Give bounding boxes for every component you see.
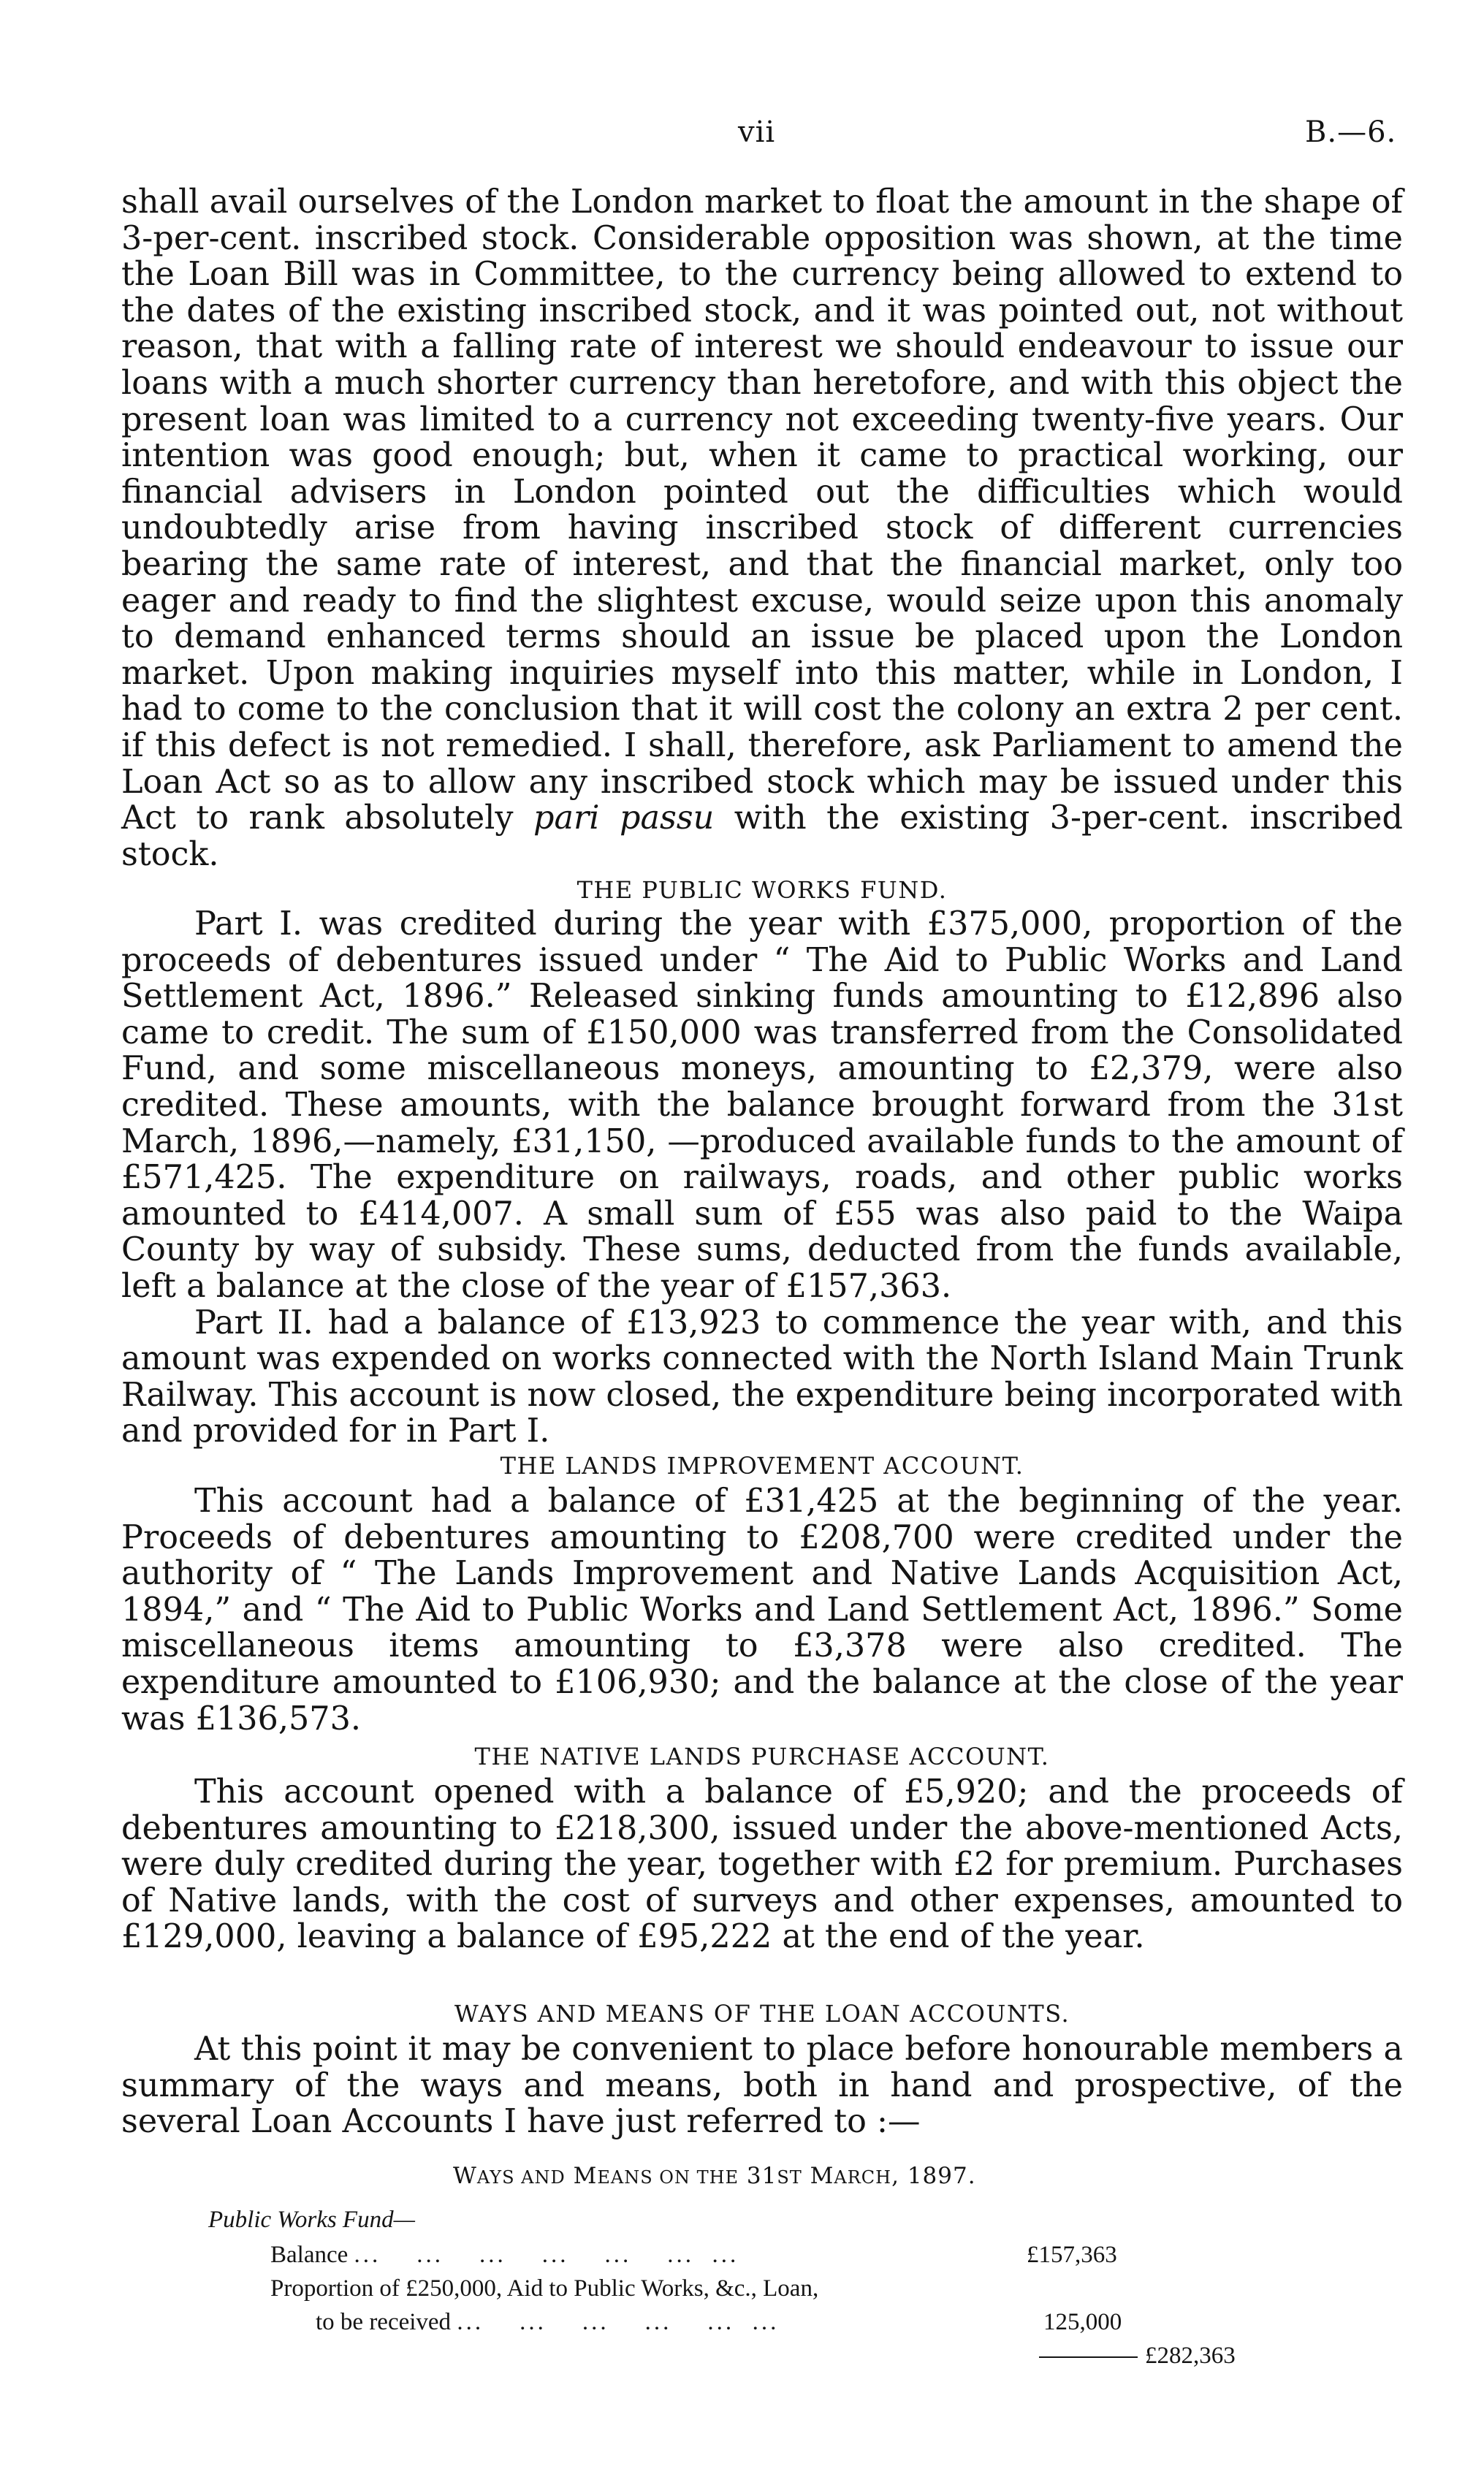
section-ways-means bbox=[121, 1999, 1403, 2028]
intro-block bbox=[121, 184, 1403, 872]
lands-improvement-para: This account had a balance of £31,425 at the beginning of the year. Proceeds of debentures amounting to £208,700 were credited under the authority of “ The Lands Improvement and Native Lands Acquisition Act, 1894,” and “ The Aid to Public Works and Land Settlement Act, 1896.” Some miscellaneous items amounting to £3,378 were also credited. The expenditure amounted to £106,930; and the balance at the close of the year was £136,573. bbox=[121, 1483, 1403, 1738]
ways-means-para: At this point it may be convenient to place before honourable members a summary of the ways and means, both in hand and prospective, of the several Loan Accounts I have just referred to :— bbox=[121, 2031, 1403, 2141]
table-row-amount: 125,000 bbox=[1043, 2309, 1122, 2335]
table-title: WAYS AND MEANS ON THE 31ST MARCH, 1897. bbox=[453, 2163, 976, 2189]
table-row-label: to be received ... ... ... ... ... ... bbox=[316, 2309, 780, 2335]
lands-improvement-body bbox=[121, 1483, 1403, 1737]
intro-text-a: shall avail ourselves of the London market to float the amount in the shape of 3-per-cent. inscribed stock. Considerable opposition was shown, at the time the Loan Bill was in Committee, to the currency being allowed to extend to the dates of the existing inscribed stock, and it was pointed out, not without reason, that with a falling rate of interest we should endeavour to issue our loans with a much shorter currency than heretofore, and with this object the present loan was limited to a currency not exceeding twenty-five years. Our intention was good enough; but, when it came to practical working, our financial advisers in London pointed out the difficulties which would undoubtedly arise from having inscribed stock of different currencies bearing the same rate of interest, and that the financial market, only too eager and ready to find the slightest excuse, would seize upon this anomaly to demand enhanced terms should an issue be placed upon the London market. Upon making inquiries myself into this matter, while in London, I had to come to the conclusion that it will cost the colony an extra 2 per cent. if this defect is not remedied. I shall, therefore, ask Parliament to amend the Loan Act so as to allow any inscribed stock which may be issued under this Act to rank absolutely bbox=[121, 183, 1403, 837]
table-row-label: Proportion of £250,000, Aid to Public Works, &c., Loan, bbox=[270, 2275, 819, 2302]
table-total: £282,363 bbox=[1039, 2343, 1236, 2370]
section-lands-improvement bbox=[121, 1451, 1403, 1480]
native-lands-heading: THE NATIVE LANDS PURCHASE ACCOUNT. bbox=[474, 1743, 1050, 1770]
public-works-para-1: Part I. was credited during the year with £375,000, proportion of the proceeds of debentures issued under “ The Aid to Public Works and Land Settlement Act, 1896.” Released sinking funds amounting to £12,896 also came to credit. The sum of £150,000 was transferred from the Consolidated Fund, and some miscellaneous moneys, amounting to £2,379, were also credited. These amounts, with the balance brought forward from the 31st March, 1896,—namely, £31,150, —produced available funds to the amount of £571,425. The expenditure on railways, roads, and other public works amounted to £414,007. A small sum of £55 was also paid to the Waipa County by way of subsidy. These sums, deducted from the funds available, left a balance at the close of the year of £157,363. bbox=[121, 905, 1403, 1305]
ways-means-body bbox=[121, 2031, 1403, 2140]
section-public-works bbox=[121, 875, 1403, 905]
page-number: vii bbox=[738, 115, 776, 149]
fund-heading: Public Works Fund— bbox=[208, 2207, 415, 2233]
native-lands-body bbox=[121, 1774, 1403, 1955]
ways-means-heading: WAYS AND MEANS OF THE LOAN ACCOUNTS. bbox=[454, 2000, 1070, 2028]
table-row-amount: £157,363 bbox=[1027, 2242, 1117, 2268]
public-works-para-2: Part II. had a balance of £13,923 to commence the year with, and this amount was expended on works connected with the North Island Main Trunk Railway. This account is now closed, the expenditure being incorporated with and provided for in Part I. bbox=[121, 1304, 1403, 1450]
intro-text-b: with the existing 3-per-cent. inscribed stock. bbox=[121, 799, 1403, 873]
document-reference: B.—6. bbox=[1305, 115, 1397, 149]
table-row-label: Balance ... ... ... ... ... ... ... bbox=[270, 2242, 739, 2268]
public-works-body bbox=[121, 906, 1403, 1450]
lands-improvement-heading: THE LANDS IMPROVEMENT ACCOUNT. bbox=[500, 1452, 1024, 1480]
public-works-heading: THE PUBLIC WORKS FUND. bbox=[577, 876, 948, 904]
intro-italic: pari passu bbox=[533, 799, 715, 837]
section-native-lands bbox=[121, 1742, 1403, 1771]
intro-paragraph bbox=[121, 184, 1403, 872]
native-lands-para: This account opened with a balance of £5,920; and the proceeds of debentures amounting to £218,300, issued under the above-mentioned Acts, were duly credited during the year, together with £2 for premium. Purchases of Native lands, with the cost of surveys and other expenses, amounted to £129,000, leaving a balance of £95,222 at the end of the year. bbox=[121, 1773, 1403, 1956]
